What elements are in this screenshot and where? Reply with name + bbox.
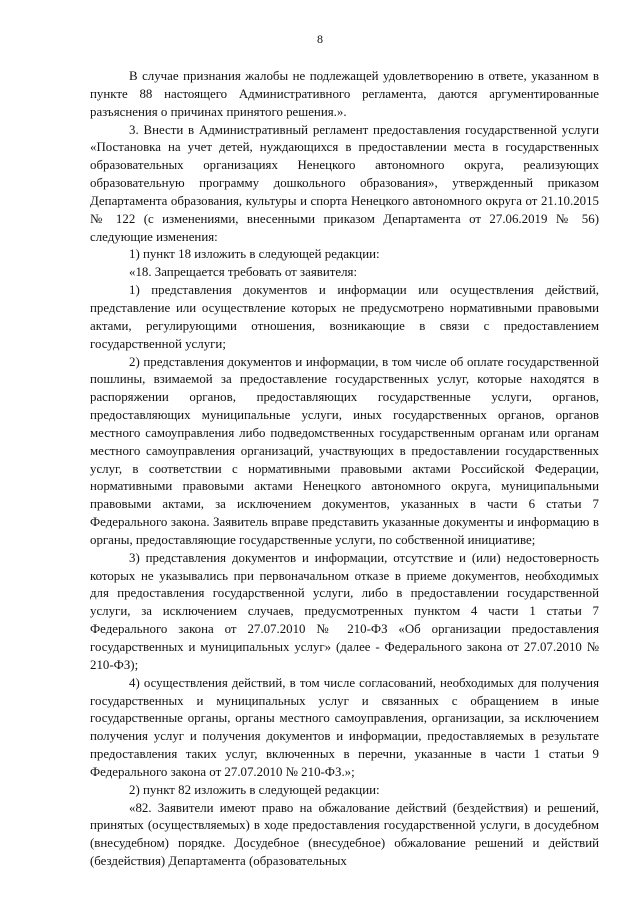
paragraph-requirement-2: 2) представления документов и информации, в том числе об оплате государственной пошлины, взимаемой за предоставление государственных услуг, которые находятся в распоряжении органов, предоставляющих государственные услуги, органов, предоставляющих муниципальные услуги, иных государственных органов, органов местного самоуправления либо подведомственных государственным органам или органам местного самоуправления организаций, участвующих в предоставлении государственных услуг, в соответствии с нормативными правовыми актами Российской Федерации, нормативными правовыми актами Ненецкого автономного округа, муниципальными правовыми актами, за исключением документов, указанных в части 6 статьи 7 Федерального закона. Заявитель вправе представить указанные документы и информацию в органы, предоставляющие государственные услуги, по собственной инициативе;	[90, 354, 599, 547]
paragraph-requirement-1: 1) представления документов и информации или осуществления действий, представление или осуществление которых не предусмотрено нормативными правовыми актами, регулирующими отношения, возникающие в связи с предоставлением государственной услуги;	[90, 283, 599, 351]
paragraph-subitem-2-point-82: 2) пункт 82 изложить в следующей редакции:	[129, 782, 380, 797]
document-body	[90, 68, 599, 871]
paragraph-subitem-1-point-18: 1) пункт 18 изложить в следующей редакции:	[129, 247, 380, 262]
paragraph-item-3-amendments: 3. Внести в Административный регламент предоставления государственной услуги «Постановка на учет детей, нуждающихся в предоставлении места в государственных образовательных организациях Ненецкого автономного округа, реализующих образовательную программу дошкольного образования», утвержденный приказом Департамента образования, культуры и спорта Ненецкого автономного округа от 21.10.2015 № 122 (с изменениями, внесенными приказом Департамента от 27.06.2019 № 56) следующие изменения:	[90, 122, 599, 244]
paragraph-requirement-3: 3) представления документов и информации, отсутствие и (или) недостоверность которых не указывались при первоначальном отказе в приеме документов, необходимых для предоставления государственной услуги, либо в предоставлении государственной услуги, за исключением случаев, предусмотренных пунктом 4 части 1 статьи 7 Федерального закона от 27.07.2010 № 210-ФЗ «Об организации предоставления государственных и муниципальных услуг» (далее - Федерального закона от 27.07.2010 № 210-ФЗ);	[90, 550, 599, 672]
paragraph-point-82-text: «82. Заявители имеют право на обжалование действий (бездействия) и решений, принятых (осуществляемых) в ходе предоставления государственной услуги, в досудебном (внесудебном) порядке. Досудебное (внесудебное) обжалование решений и действий (бездействия) Департамента (образовательных	[90, 800, 599, 869]
paragraph-requirement-4: 4) осуществления действий, в том числе согласований, необходимых для получения государственных и муниципальных услуг и связанных с обращением в иные государственные органы, органы местного самоуправления, организации, за исключением получения услуг и получения документов и информации, предоставляемых в результате предоставления таких услуг, включенных в перечни, указанные в части 1 статьи 9 Федерального закона от 27.07.2010 № 210-ФЗ.»;	[90, 675, 599, 779]
paragraph-complaint-response: В случае признания жалобы не подлежащей удовлетворению в ответе, указанном в пункте 88 настоящего Административного регламента, даются аргументированные разъяснения о причинах принятого решения.».	[90, 69, 599, 119]
paragraph-point-18-heading: «18. Запрещается требовать от заявителя:	[129, 265, 358, 280]
page-number: 8	[317, 32, 323, 46]
